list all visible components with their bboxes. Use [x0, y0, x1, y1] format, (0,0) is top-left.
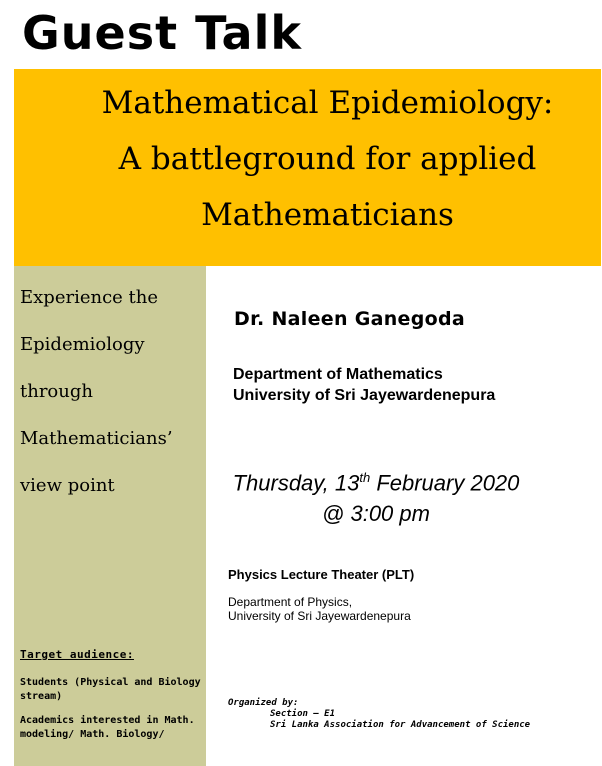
organizer-association: Sri Lanka Association for Advancement of Science — [270, 720, 531, 730]
venue-name: Physics Lecture Theater (PLT) — [228, 567, 415, 582]
organizer-section: Section – E1 — [270, 709, 336, 719]
speaker-department: Department of Mathematics — [233, 366, 443, 383]
talk-date — [226, 462, 526, 498]
tagline-line-3: through — [20, 381, 93, 402]
speaker-affiliation — [233, 364, 495, 406]
organizer-label: Organized by: — [228, 698, 299, 708]
target-audience — [20, 648, 204, 752]
page-title: Guest Talk — [22, 6, 302, 60]
tagline-line-4: Mathematicians’ — [20, 428, 173, 449]
date-suffix: th — [359, 470, 371, 485]
target-audience-heading: Target audience: — [20, 648, 134, 661]
sidebar-panel — [14, 266, 206, 766]
date-prefix: Thursday, 13 — [232, 470, 360, 496]
tagline-line-2: Epidemiology — [20, 334, 145, 355]
speaker-name: Dr. Naleen Ganegoda — [234, 308, 466, 330]
venue-university: University of Sri Jayewardenepura — [228, 609, 411, 623]
organizer-block — [228, 698, 530, 731]
venue-department: Department of Physics, — [228, 595, 353, 609]
speaker-university: University of Sri Jayewardenepura — [233, 387, 496, 404]
tagline-line-5: view point — [20, 475, 115, 496]
talk-title-line-2: A battleground for applied — [118, 141, 537, 177]
talk-title-banner — [14, 69, 601, 266]
audience-item-academics: Academics interested in Math. modeling/ Math. Biology/ — [20, 715, 195, 740]
audience-item-students: Students (Physical and Biology stream) — [20, 677, 201, 702]
talk-time: @ 3:00 pm — [322, 501, 430, 527]
tagline-line-1: Experience the — [20, 287, 159, 308]
talk-schedule — [226, 462, 526, 529]
venue-address — [228, 595, 411, 623]
sidebar-tagline — [20, 274, 200, 509]
talk-title-line-1: Mathematical Epidemiology: — [101, 85, 554, 121]
talk-title-line-3: Mathematicians — [201, 197, 454, 233]
date-rest: February 2020 — [370, 470, 520, 496]
